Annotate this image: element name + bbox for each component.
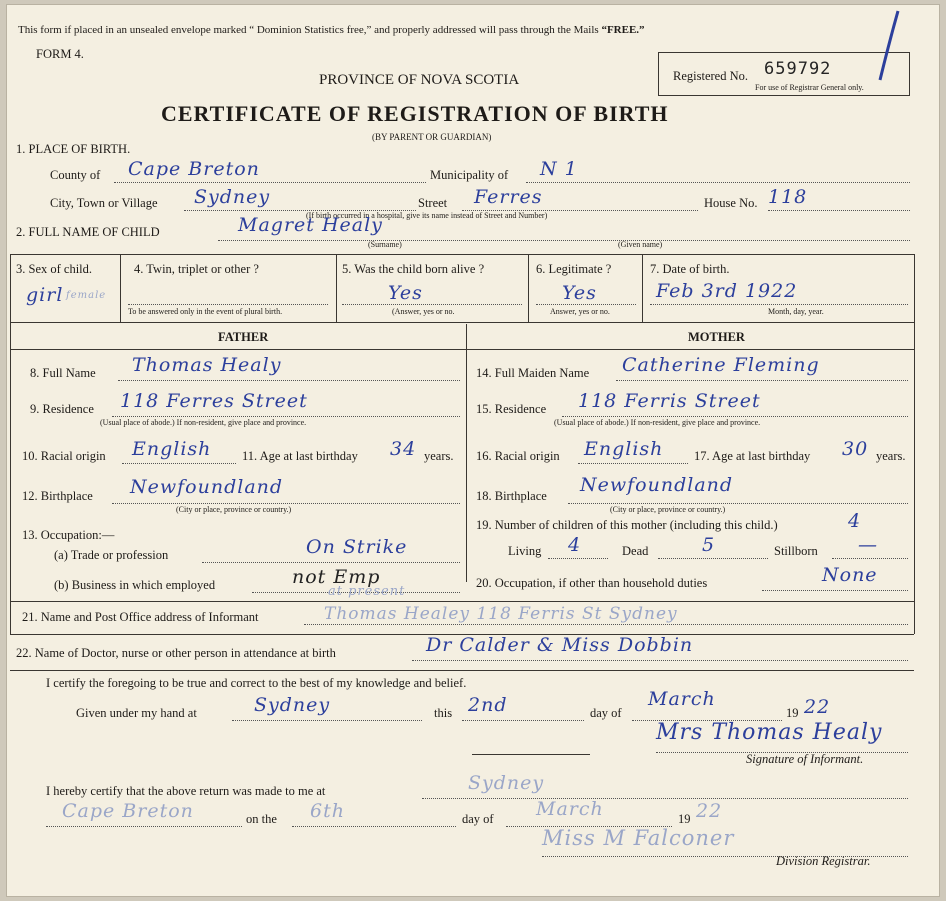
- certificate-paper: [6, 4, 940, 897]
- row3-bottom-rule: [10, 322, 914, 323]
- sex-label: 3. Sex of child.: [16, 262, 93, 276]
- mother-birthplace-note: (City or place, province or country.): [610, 505, 726, 514]
- child-name-value: Magret Healy: [238, 214, 383, 236]
- ink-check-mark: [874, 8, 904, 88]
- father-name-value: Thomas Healy: [132, 354, 282, 376]
- alive-value: Yes: [388, 282, 423, 304]
- mother-birthplace-value: Newfoundland: [580, 474, 734, 496]
- given-name-note: (Given name): [618, 240, 663, 249]
- sex-extra: female: [66, 290, 107, 301]
- twin-label: 4. Twin, triplet or other ?: [134, 262, 259, 276]
- stillborn-value: —: [858, 534, 878, 556]
- father-age-value: 34: [390, 438, 417, 460]
- business-extra: at present: [328, 584, 406, 599]
- page-subtitle: (BY PARENT OR GUARDIAN): [372, 132, 492, 142]
- children-count-value: 4: [848, 510, 862, 532]
- given-month-value: March: [648, 688, 716, 710]
- legitimate-label: 6. Legitimate ?: [536, 262, 612, 276]
- street-label: Street: [418, 196, 448, 210]
- surname-note: (Surname): [368, 240, 402, 249]
- registrar-county-value: Cape Breton: [62, 800, 194, 822]
- mother-heading: MOTHER: [688, 330, 745, 344]
- city-value: Sydney: [194, 186, 271, 208]
- informant-label: 21. Name and Post Office address of Informant: [22, 610, 259, 624]
- registrar-year-prefix: 19: [678, 812, 691, 826]
- father-residence-value: 118 Ferres Street: [120, 390, 308, 412]
- street-value: Ferres: [474, 186, 543, 208]
- sex-value: girl: [26, 284, 64, 306]
- municipality-label: Municipality of: [430, 168, 509, 182]
- right-border: [914, 254, 915, 634]
- doctor-label: 22. Name of Doctor, nurse or other person in attendance at birth: [16, 646, 336, 660]
- given-place-value: Sydney: [254, 694, 331, 716]
- municipality-value: N 1: [540, 158, 578, 180]
- legitimate-value: Yes: [562, 282, 597, 304]
- legitimate-note: Answer, yes or no.: [550, 307, 610, 316]
- registered-number: 659792: [764, 59, 832, 79]
- registered-box: [658, 52, 910, 96]
- father-racial-label: 10. Racial origin: [22, 449, 106, 463]
- alive-label: 5. Was the child born alive ?: [342, 262, 485, 276]
- living-label: Living: [508, 544, 542, 558]
- registrar-place-value: Sydney: [468, 772, 545, 794]
- short-rule: [472, 754, 590, 755]
- mother-residence-label: 15. Residence: [476, 402, 547, 416]
- father-birthplace-note: (City or place, province or country.): [176, 505, 292, 514]
- father-heading: FATHER: [218, 330, 269, 344]
- father-name-label: 8. Full Name: [30, 366, 96, 380]
- form-number: FORM 4.: [36, 47, 84, 61]
- on-the-label: on the: [246, 812, 277, 826]
- registrar-signature-label: Division Registrar.: [776, 854, 871, 868]
- parent-divider: [466, 324, 467, 582]
- trade-label: (a) Trade or profession: [54, 548, 169, 562]
- mother-age-value: 30: [842, 438, 869, 460]
- dob-note: Month, day, year.: [768, 307, 824, 316]
- city-label: City, Town or Village: [50, 196, 158, 210]
- stillborn-label: Stillborn: [774, 544, 818, 558]
- mother-birthplace-label: 18. Birthplace: [476, 489, 547, 503]
- registrar-day-of-label: day of: [462, 812, 494, 826]
- business-value: not Emp: [292, 566, 381, 588]
- dob-label: 7. Date of birth.: [650, 262, 730, 276]
- trade-value: On Strike: [306, 536, 408, 558]
- page-title: CERTIFICATE OF REGISTRATION OF BIRTH: [161, 101, 669, 126]
- mother-name-label: 14. Full Maiden Name: [476, 366, 590, 380]
- child-name-label: 2. FULL NAME OF CHILD: [16, 225, 160, 239]
- informant-signature: Mrs Thomas Healy: [656, 720, 883, 745]
- father-birthplace-label: 12. Birthplace: [22, 489, 93, 503]
- county-value: Cape Breton: [128, 158, 260, 180]
- registrar-signature: Miss M Falconer: [542, 826, 735, 850]
- house-label: House No.: [704, 196, 758, 210]
- father-birthplace-value: Newfoundland: [130, 476, 284, 498]
- left-border: [10, 254, 11, 634]
- father-residence-label: 9. Residence: [30, 402, 94, 416]
- given-label: Given under my hand at: [76, 706, 197, 720]
- dob-value: Feb 3rd 1922: [656, 280, 798, 302]
- dead-value: 5: [702, 534, 716, 556]
- postal-notice-text: This form if placed in an unsealed envelope marked “ Dominion Statistics free,” and properly addressed will pass through the Mails: [18, 24, 599, 36]
- mother-age-label: 17. Age at last birthday: [694, 449, 811, 463]
- father-racial-value: English: [132, 438, 212, 460]
- hospital-note: (If birth occurred in a hospital, give its name instead of Street and Number): [306, 211, 548, 220]
- certify-text: I certify the foregoing to be true and correct to the best of my knowledge and belief.: [46, 676, 467, 690]
- registrar-note: For use of Registrar General only.: [755, 83, 864, 92]
- place-of-birth-heading: 1. PLACE OF BIRTH.: [16, 142, 131, 156]
- informant-rule: [10, 601, 914, 602]
- row3-top-rule: [10, 254, 914, 255]
- twin-note: To be answered only in the event of plural birth.: [128, 307, 283, 316]
- registered-label: Registered No.: [673, 69, 748, 83]
- business-label: (b) Business in which employed: [54, 578, 216, 592]
- postal-notice: [18, 24, 645, 36]
- house-value: 118: [768, 186, 808, 208]
- doctor-bottom-rule: [10, 670, 914, 671]
- children-count-label: 19. Number of children of this mother (including this child.): [476, 518, 778, 532]
- this-label: this: [434, 706, 453, 720]
- registrar-text: I hereby certify that the above return was made to me at: [46, 784, 326, 798]
- mother-racial-value: English: [584, 438, 664, 460]
- alive-note: (Answer, yes or no.: [392, 307, 455, 316]
- mother-occupation-label: 20. Occupation, if other than household duties: [476, 576, 708, 590]
- province-heading: PROVINCE OF NOVA SCOTIA: [319, 72, 520, 88]
- county-label: County of: [50, 168, 101, 182]
- given-day-value: 2nd: [468, 694, 508, 716]
- row3-divider-2: [336, 254, 337, 322]
- mother-occupation-value: None: [822, 564, 878, 586]
- doctor-value: Dr Calder & Miss Dobbin: [426, 634, 694, 656]
- father-occupation-label: 13. Occupation:—: [22, 528, 115, 542]
- registrar-year-value: 22: [696, 800, 723, 822]
- mother-years-label: years.: [876, 449, 906, 463]
- father-residence-note: (Usual place of abode.) If non-resident, give place and province.: [100, 418, 307, 427]
- mother-residence-value: 118 Ferris Street: [578, 390, 761, 412]
- row3-divider-1: [120, 254, 121, 322]
- registrar-day-value: 6th: [310, 800, 345, 822]
- year-prefix: 19: [786, 706, 799, 720]
- living-value: 4: [568, 534, 582, 556]
- informant-signature-label: Signature of Informant.: [746, 752, 864, 766]
- row3-divider-4: [642, 254, 643, 322]
- mother-name-value: Catherine Fleming: [622, 354, 820, 376]
- postal-notice-free: “FREE.”: [601, 24, 645, 36]
- dead-label: Dead: [622, 544, 649, 558]
- father-age-label: 11. Age at last birthday: [242, 449, 358, 463]
- mother-residence-note: (Usual place of abode.) If non-resident, give place and province.: [554, 418, 761, 427]
- father-years-label: years.: [424, 449, 454, 463]
- registrar-month-value: March: [536, 798, 604, 820]
- mother-racial-label: 16. Racial origin: [476, 449, 560, 463]
- day-of-label: day of: [590, 706, 622, 720]
- parent-heading-rule: [10, 349, 914, 350]
- row3-divider-3: [528, 254, 529, 322]
- given-year-value: 22: [804, 696, 831, 718]
- informant-value: Thomas Healey 118 Ferris St Sydney: [324, 604, 678, 624]
